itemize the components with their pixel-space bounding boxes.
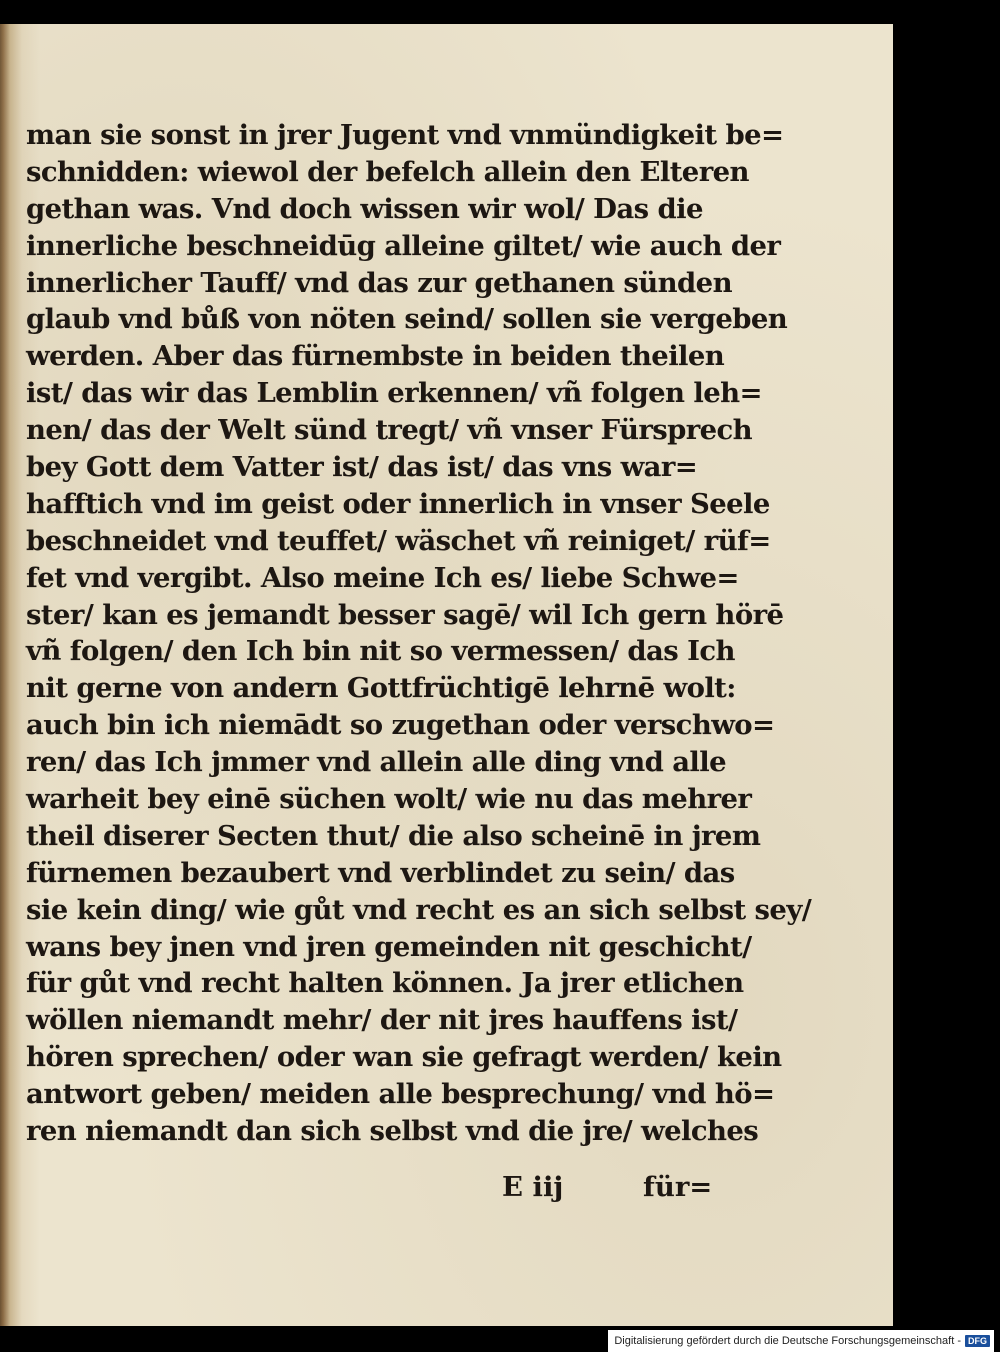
text-line: ster/ kan es jemandt besser sagē/ wil Ich gern hörē xyxy=(26,598,784,631)
signature-mark: E iij xyxy=(502,1171,564,1203)
text-line: fet vnd vergibt. Also meine Ich es/ liebe Schwe= xyxy=(26,561,739,594)
text-line: innerlicher Tauff/ vnd das zur gethanen sünden xyxy=(26,266,732,299)
credit-text: Digitalisierung gefördert durch die Deutsche Forschungsgemeinschaft - xyxy=(614,1335,961,1347)
text-line: auch bin ich niemādt so zugethan oder verschwo= xyxy=(26,709,775,742)
catchword: für= xyxy=(643,1171,713,1203)
text-line: bey Gott dem Vatter ist/ das ist/ das vns war= xyxy=(26,451,698,484)
footer-bar xyxy=(0,1328,1000,1352)
page-text-block xyxy=(26,117,812,1150)
text-line: ren/ das Ich jmmer vnd allein alle ding vnd alle xyxy=(26,746,727,779)
text-line: ren niemandt dan sich selbst vnd die jre/ welches xyxy=(26,1115,759,1148)
text-line: nit gerne von andern Gottfrüchtigē lehrnē wolt: xyxy=(26,672,736,705)
text-line: hören sprechen/ oder wan sie gefragt werden/ kein xyxy=(26,1041,782,1074)
text-line: werden. Aber das fürnembste in beiden theilen xyxy=(26,340,725,373)
funding-credit[interactable] xyxy=(608,1330,994,1352)
text-line: vñ folgen/ den Ich bin nit so vermessen/ das Ich xyxy=(26,635,735,668)
page-foot xyxy=(0,1165,713,1205)
text-line: wans bey jnen vnd jren gemeinden nit geschicht/ xyxy=(26,930,752,963)
text-line: für gůt vnd recht halten können. Ja jrer etlichen xyxy=(26,967,744,1000)
text-line: innerliche beschneidūg alleine giltet/ wie auch der xyxy=(26,229,781,262)
text-line: man sie sonst in jrer Jugent vnd vnmündigkeit be= xyxy=(26,119,784,151)
text-line: antwort geben/ meiden alle besprechung/ vnd hö= xyxy=(26,1078,775,1111)
text-line: warheit bey einē süchen wolt/ wie nu das mehrer xyxy=(26,783,752,816)
text-line: wöllen niemandt mehr/ der nit jres hauffens ist/ xyxy=(26,1004,738,1037)
text-line: nen/ das der Welt sünd tregt/ vñ vnser Fürsprech xyxy=(26,414,753,447)
text-line: schnidden: wiewol der befelch allein den Elteren xyxy=(26,155,749,188)
text-line: sie kein ding/ wie gůt vnd recht es an sich selbst sey/ xyxy=(26,893,812,926)
text-line: ist/ das wir das Lemblin erkennen/ vñ folgen leh= xyxy=(26,377,762,410)
text-line: glaub vnd bůß von nöten seind/ sollen sie vergeben xyxy=(26,303,788,336)
text-line: theil diserer Secten thut/ die also scheinē in jrem xyxy=(26,819,761,852)
text-line: hafftich vnd im geist oder innerlich in vnser Seele xyxy=(26,487,770,520)
dfg-logo-icon: DFG xyxy=(965,1335,990,1347)
text-line: beschneidet vnd teuffet/ wäschet vñ reiniget/ rüf= xyxy=(26,524,771,557)
scanned-page xyxy=(0,24,893,1326)
text-line: gethan was. Vnd doch wissen wir wol/ Das die xyxy=(26,192,703,225)
text-line: fürnemen bezaubert vnd verblindet zu sein/ das xyxy=(26,856,735,889)
